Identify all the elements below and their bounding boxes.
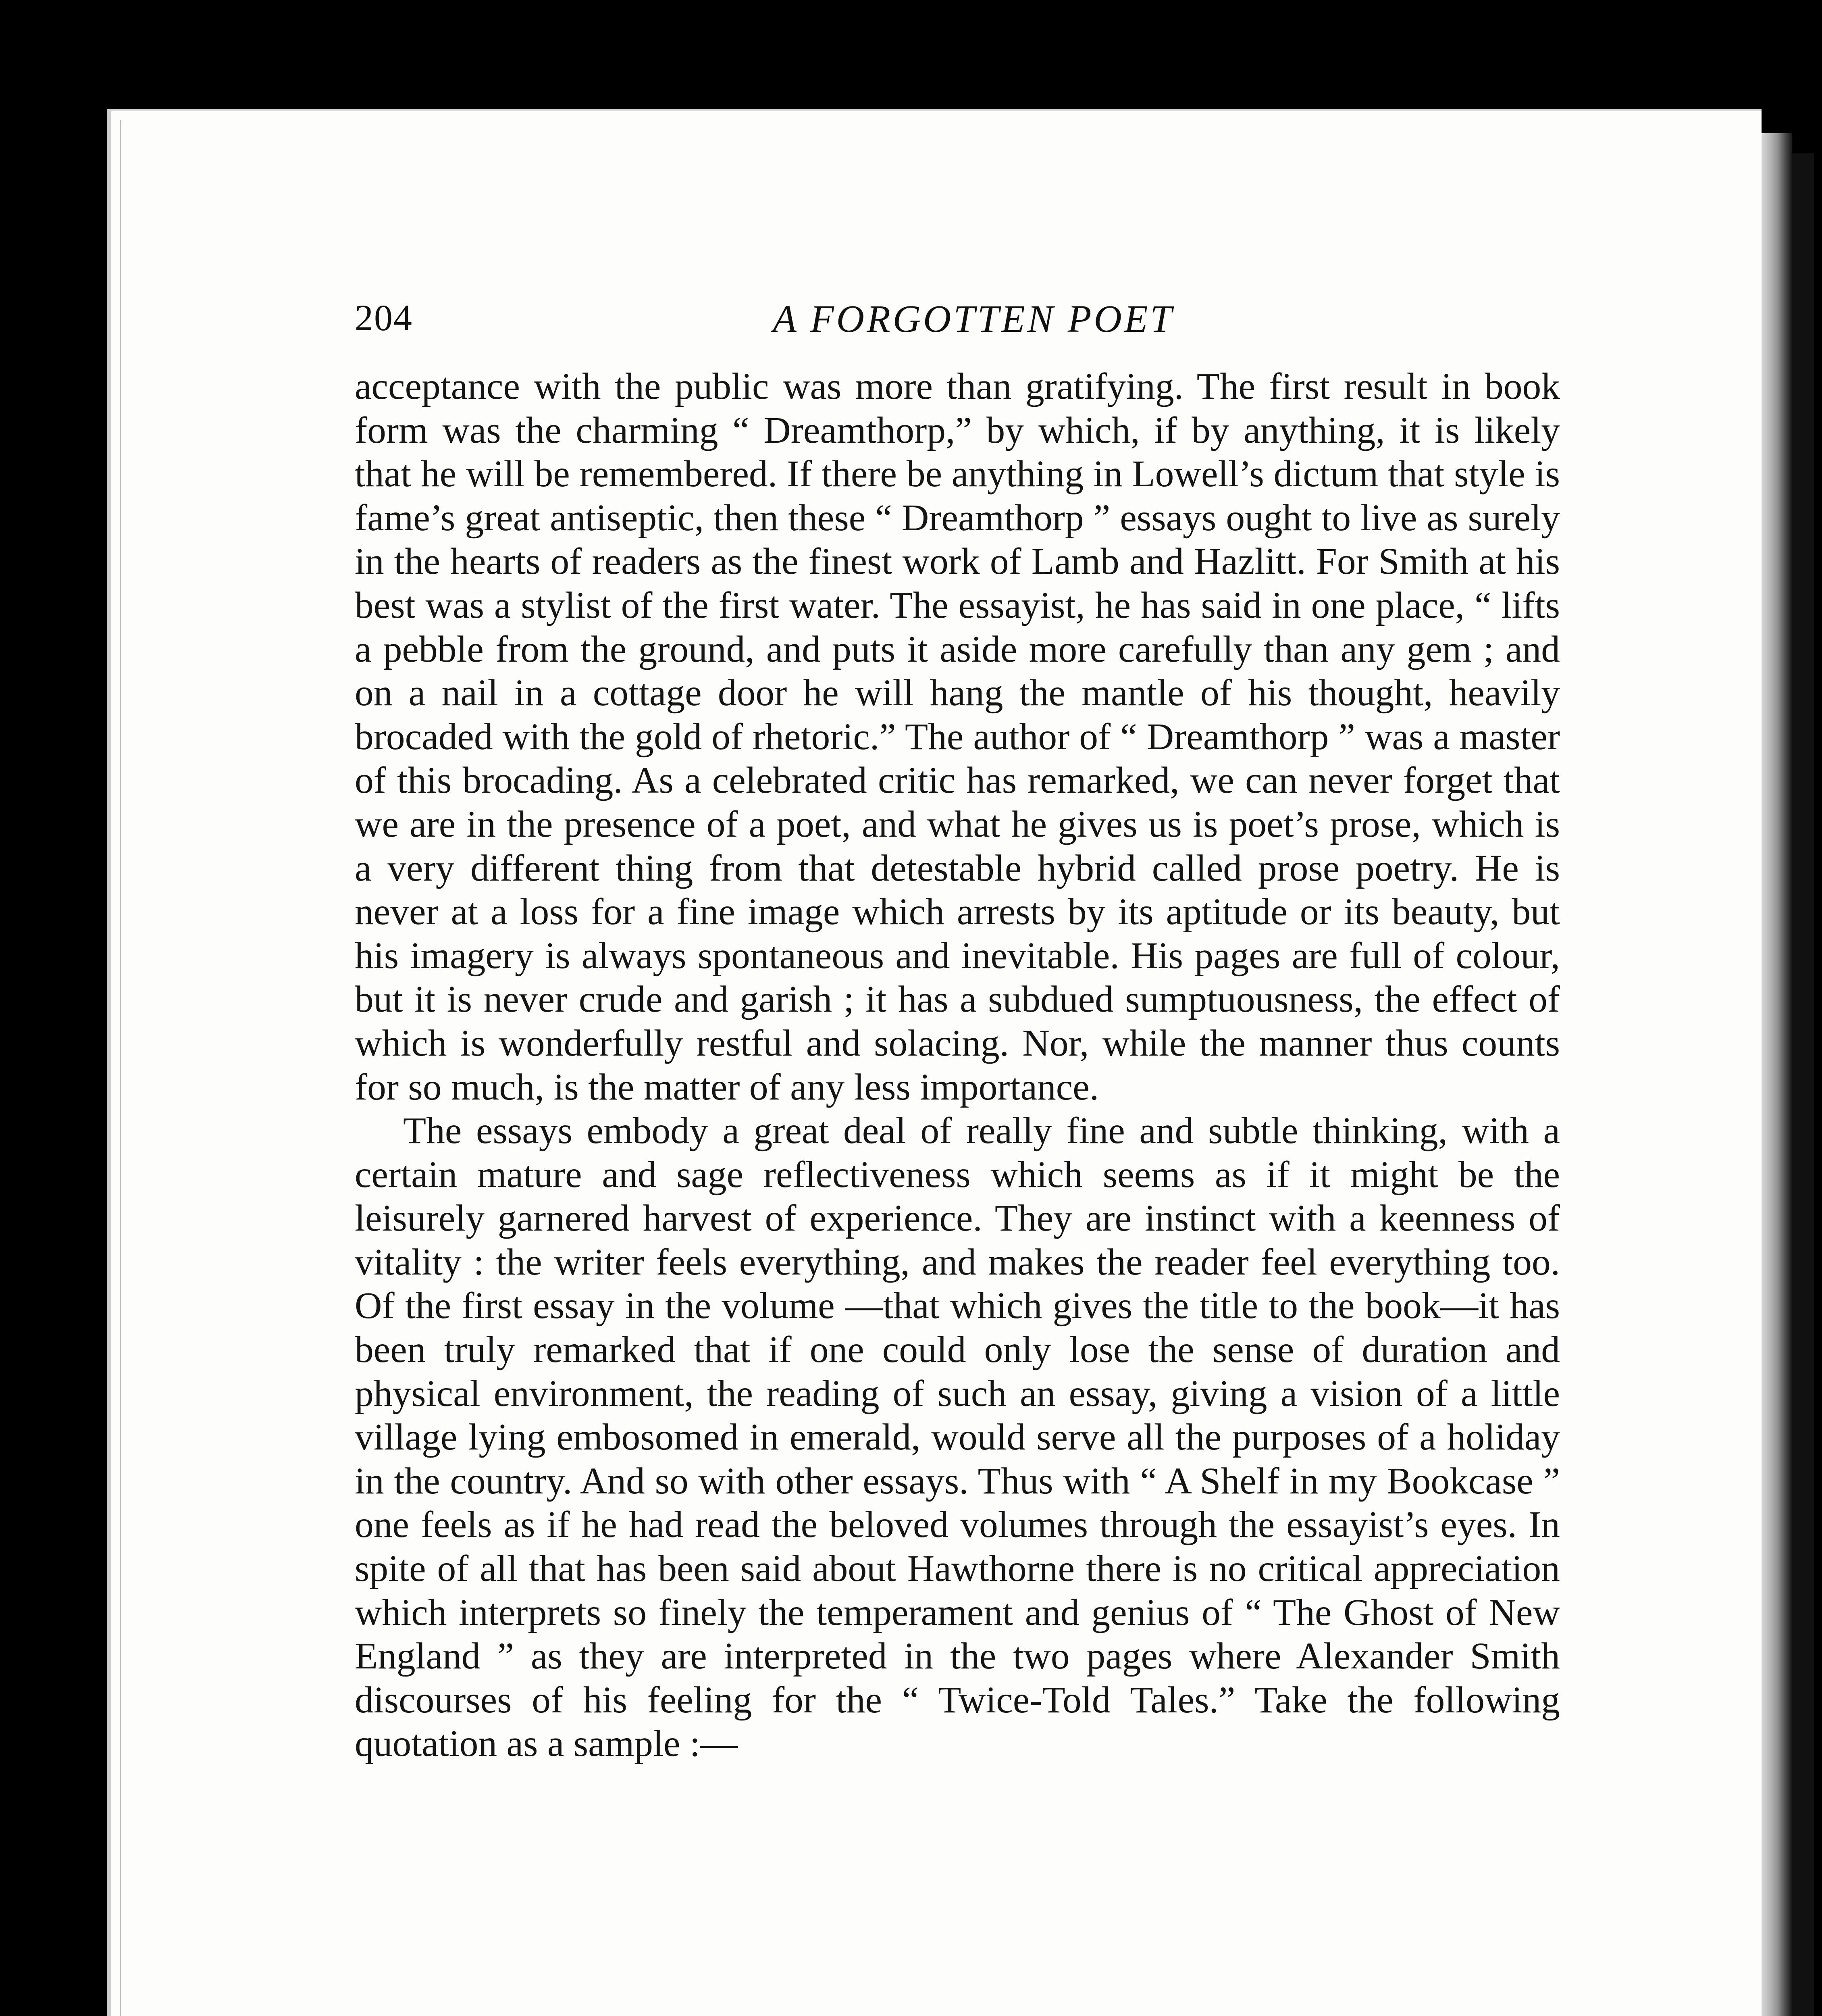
- paragraph-2: The essays embody a great deal of really fine and subtle thinking, with a certain mature and sage reflectiveness which seems as if it might be the leisurely garnered harvest of experience. They are instinct with a keenness of vitality : the writer feels everything, and makes the reader feel everything too. Of the first essay in the volume —that which gives the title to the book—it has been truly remarked that if one could only lose the sense of duration and physical environment, the reading of such an essay, giving a vision of a little village lying embosomed in emerald, would serve all the purposes of a holiday in the country. And so with other essays. Thus with “ A Shelf in my Bookcase ” one feels as if he had read the beloved volumes through the essayist’s eyes. In spite of all that has been said about Hawthorne there is no critical appreciation which interprets so finely the temperament and genius of “ The Ghost of New England ” as they are interpreted in the two pages where Alexander Smith discourses of his feeling for the “ Twice-Told Tales.” Take the following quotation as a sample :—: [355, 1110, 1560, 1765]
- book-shadow: [1792, 153, 1814, 2016]
- running-title: A FORGOTTEN POET: [773, 297, 1174, 340]
- page-edge: [1762, 133, 1792, 2016]
- page-header: [355, 296, 1548, 345]
- paragraph-1: acceptance with the public was more than gratifying. The first result in book form was the charming “ Dreamthorp,” by which, if by anything, it is likely that he will be remembered. If there be anything in Lowell’s dictum that style is fame’s great antiseptic, then these “ Dreamthorp ” essays ought to live as surely in the hearts of readers as the finest work of Lamb and Hazlitt. For Smith at his best was a stylist of the first water. The essayist, he has said in one place, “ lifts a pebble from the ground, and puts it aside more carefully than any gem ; and on a nail in a cottage door he will hang the mantle of his thought, heavily brocaded with the gold of rhetoric.” The author of “ Dreamthorp ” was a master of this brocading. As a celebrated critic has remarked, we can never forget that we are in the presence of a poet, and what he gives us is poet’s prose, which is a very different thing from that detestable hybrid called prose poetry. He is never at a loss for a fine image which arrests by its aptitude or its beauty, but his imagery is always spontaneous and inevitable. His pages are full of colour, but it is never crude and garish ; it has a subdued sumptuousness, the effect of which is wonderfully restful and solacing. Nor, while the manner thus counts for so much, is the matter of any less importance.: [355, 366, 1560, 1108]
- page-number: 204: [355, 297, 413, 338]
- body-text: [355, 365, 1560, 1766]
